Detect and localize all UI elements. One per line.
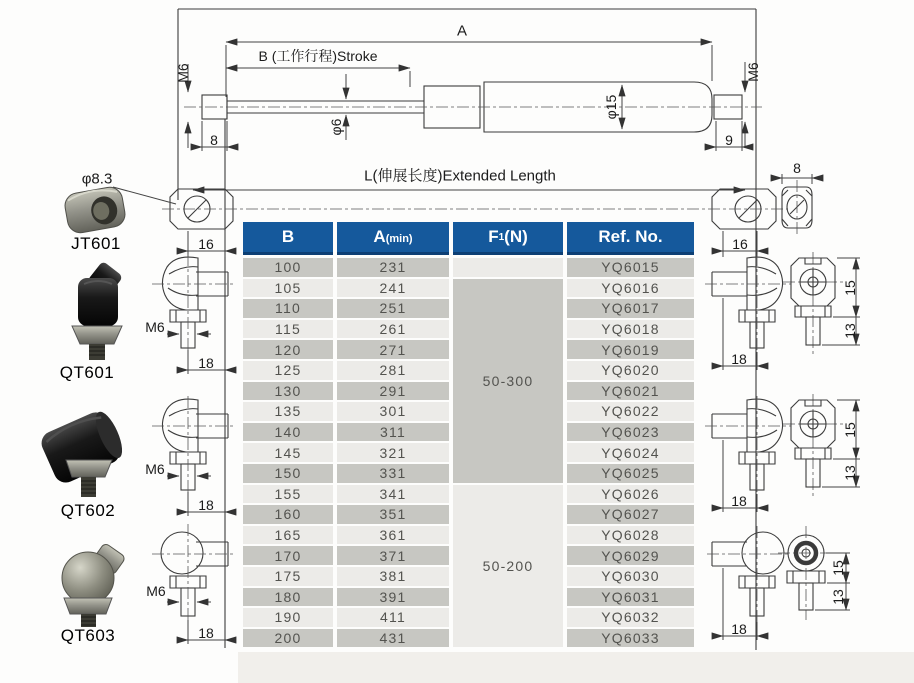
b-value: 125 [243,361,333,380]
qt602-photo [38,407,128,497]
a-value: 431 [337,629,449,648]
col-header-f-unit: (N) [504,227,528,246]
ref-value: YQ6033 [567,629,694,648]
dim-label-18-right-row2: 18 [731,493,747,509]
a-value: 371 [337,546,449,565]
product-label-qt603: QT603 [60,626,116,645]
dim-label-phi15: φ15 [603,94,619,120]
a-value: 331 [337,464,449,483]
dim-label-18-right-row1: 18 [731,351,747,367]
column-ref [567,222,694,647]
b-value: 160 [243,505,333,524]
dim-label-a: A [456,22,468,40]
dim-label-m6-top-right: M6 [745,62,761,82]
eyelet-front-view [771,174,823,236]
a-value: 311 [337,423,449,442]
qt603-drawing-left [152,524,234,624]
ref-value: YQ6018 [567,320,694,339]
a-value: 241 [337,279,449,298]
b-value: 120 [243,340,333,359]
dim-label-13-row1: 13 [842,323,858,339]
product-label-qt602: QT602 [60,501,116,520]
qt602-drawing-right-side [705,396,791,498]
dim-label-15-row3: 15 [830,560,846,576]
dim-label-8: 8 [210,132,218,148]
b-value: 115 [243,320,333,339]
a-value: 381 [337,567,449,586]
a-value: 301 [337,402,449,421]
dim-label-phi6: φ6 [328,118,344,136]
ref-value: YQ6026 [567,485,694,504]
dim-label-9: 9 [725,132,733,148]
qt601-photo [72,261,123,360]
dim-label-m6-top-left: M6 [175,63,191,83]
col-header-a-label: A [373,227,386,246]
col-header-b [243,222,333,255]
ref-value: YQ6023 [567,423,694,442]
a-value: 271 [337,340,449,359]
b-value: 170 [243,546,333,565]
a-value: 361 [337,526,449,545]
a-value: 251 [337,299,449,318]
dim-label-15-row2: 15 [842,422,858,438]
col-header-a [337,222,449,255]
jt601-photo [63,185,127,234]
b-value: 130 [243,382,333,401]
qt603-photo [62,543,126,627]
b-value: 200 [243,629,333,648]
ref-value: YQ6027 [567,505,694,524]
dim-label-phi83: φ8.3 [81,170,113,188]
col-header-b-label: B [281,227,295,246]
ref-value: YQ6019 [567,340,694,359]
dim-label-8-eyelet-front: 8 [793,160,801,176]
ref-value: YQ6025 [567,464,694,483]
a-value: 281 [337,361,449,380]
dim-label-16-right: 16 [732,236,748,252]
spec-table [243,222,694,647]
ref-value: YQ6015 [567,258,694,277]
dim-label-18-left-row1: 18 [198,355,214,371]
dim-label-extended-length: L(伸展长度)Extended Length [364,167,556,185]
dim-label-m6-row1: M6 [145,319,165,335]
ref-value: YQ6031 [567,588,694,607]
col-header-f-label: F [488,227,499,246]
a-value: 351 [337,505,449,524]
b-value: 140 [243,423,333,442]
ref-value: YQ6032 [567,608,694,627]
qt601-drawing-right-side [705,254,791,356]
a-value: 411 [337,608,449,627]
force-group-cell: 50-200 [453,485,563,648]
b-value: 190 [243,608,333,627]
ref-value: YQ6024 [567,443,694,462]
b-value: 155 [243,485,333,504]
ref-value: YQ6017 [567,299,694,318]
dim-label-m6-row3: M6 [146,583,166,599]
column-force [453,222,563,647]
ref-value: YQ6020 [567,361,694,380]
qt601-drawing-left [152,254,234,356]
dim-label-13-row3: 13 [830,589,846,605]
b-value: 180 [243,588,333,607]
qt602-drawing-left [152,396,234,498]
b-value: 175 [243,567,333,586]
a-value: 321 [337,443,449,462]
b-value: 100 [243,258,333,277]
column-b [243,222,333,647]
force-group-cell: 50-300 [453,279,563,483]
dim-label-b-stroke: B (工作行程)Stroke [258,48,378,64]
col-header-ref [567,222,694,255]
product-label-jt601: JT601 [71,234,121,253]
ref-value: YQ6022 [567,402,694,421]
dim-label-15-row1: 15 [842,280,858,296]
dim-label-18-left-row3: 18 [198,625,214,641]
col-header-f [453,222,563,255]
a-value: 391 [337,588,449,607]
product-label-qt601: QT601 [59,363,115,382]
dim-label-16-left: 16 [198,236,214,252]
qt603-drawing-right-side [707,526,789,624]
b-value: 110 [243,299,333,318]
dim-label-13-row2: 13 [842,465,858,481]
ref-value: YQ6029 [567,546,694,565]
ref-value: YQ6028 [567,526,694,545]
dim-label-m6-row2: M6 [145,461,165,477]
b-value: 150 [243,464,333,483]
ref-value: YQ6016 [567,279,694,298]
a-value: 231 [337,258,449,277]
a-value: 261 [337,320,449,339]
a-value: 291 [337,382,449,401]
force-empty-cell [453,258,563,277]
b-value: 165 [243,526,333,545]
col-header-f-sub: 1 [498,231,505,243]
b-value: 145 [243,443,333,462]
col-header-a-sub: (min) [385,233,413,245]
dim-label-18-left-row2: 18 [198,497,214,513]
a-value: 341 [337,485,449,504]
b-value: 135 [243,402,333,421]
dim-18-lines-right [713,298,767,640]
dim-label-18-right-row3: 18 [731,621,747,637]
ref-value: YQ6021 [567,382,694,401]
col-header-ref-label: Ref. No. [598,227,663,246]
ref-value: YQ6030 [567,567,694,586]
column-a-min [337,222,449,647]
b-value: 105 [243,279,333,298]
